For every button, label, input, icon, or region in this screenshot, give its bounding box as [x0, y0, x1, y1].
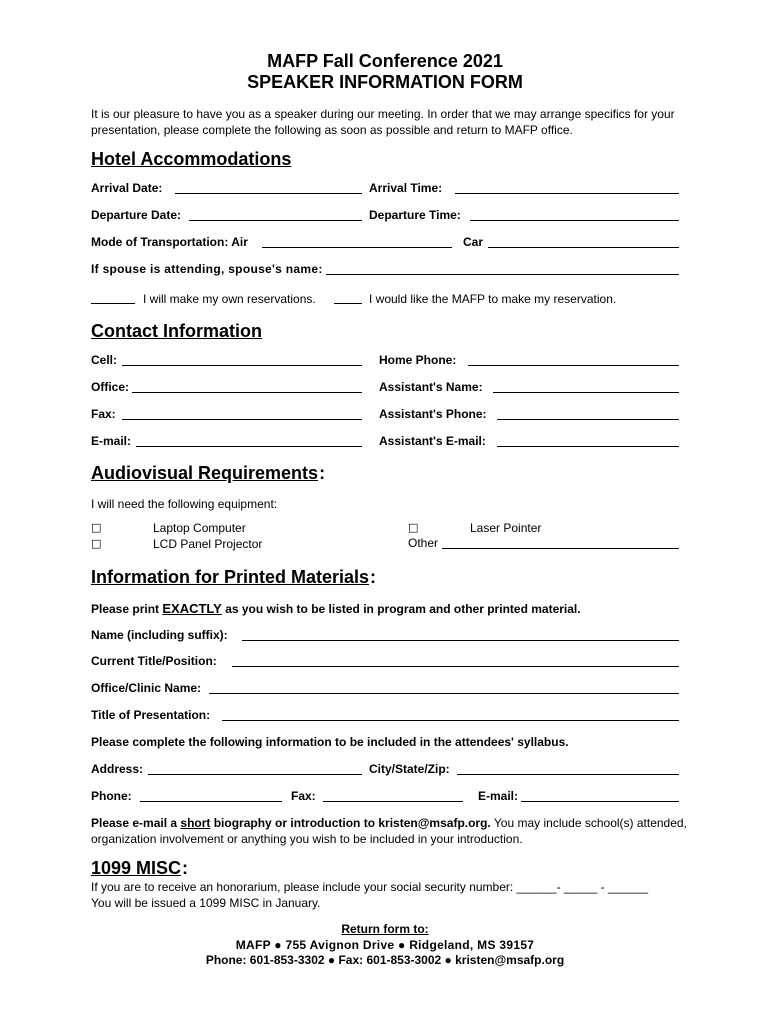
email-print-field[interactable] — [521, 801, 679, 802]
cell-label: Cell: — [91, 353, 118, 367]
name-field[interactable] — [242, 640, 679, 641]
departure-date-label: Departure Date: — [91, 208, 182, 222]
address-label: Address: — [91, 762, 144, 776]
misc-heading: 1099 MISC: — [91, 858, 189, 878]
fax-print-label: Fax: — [291, 789, 316, 803]
spouse-name-field[interactable] — [326, 274, 679, 275]
return-heading: Return form to: — [341, 922, 429, 936]
printed-instruction: Please print EXACTLY as you wish to be listed in program and other printed material. — [91, 601, 581, 616]
misc-ssn-line: If you are to receive an honorarium, please include your social security number: ______- _____ - ______ — [91, 880, 648, 894]
laptop-checkbox[interactable]: □ — [91, 521, 102, 534]
departure-date-field[interactable] — [189, 220, 362, 221]
hotel-heading: Hotel Accommodations — [91, 149, 292, 169]
laptop-label: Laptop Computer — [153, 521, 246, 535]
assistant-email-field[interactable] — [497, 446, 679, 447]
city-field[interactable] — [457, 774, 679, 775]
mafp-reservation-text: I would like the MAFP to make my reservation. — [369, 292, 617, 306]
own-reservation-text: I will make my own reservations. — [143, 292, 316, 306]
email-field[interactable] — [136, 446, 362, 447]
printed-heading: Information for Printed Materials: — [91, 567, 377, 587]
office-field[interactable] — [132, 392, 362, 393]
name-label: Name (including suffix): — [91, 628, 228, 642]
lcd-label: LCD Panel Projector — [153, 537, 263, 551]
assistant-email-label: Assistant's E-mail: — [379, 434, 486, 448]
laser-label: Laser Pointer — [470, 521, 542, 535]
arrival-time-label: Arrival Time: — [369, 181, 443, 195]
arrival-time-field[interactable] — [455, 193, 679, 194]
mafp-reservation-blank[interactable] — [334, 303, 362, 304]
phone-label: Phone: — [91, 789, 132, 803]
transport-car-field[interactable] — [488, 247, 679, 248]
return-address: MAFP ● 755 Avignon Drive ● Ridgeland, MS 39157 — [235, 938, 535, 952]
other-label: Other — [408, 536, 439, 550]
address-field[interactable] — [148, 774, 362, 775]
cell-field[interactable] — [122, 365, 362, 366]
lcd-checkbox[interactable]: □ — [91, 537, 102, 550]
own-reservation-blank[interactable] — [91, 303, 135, 304]
form-subtitle: SPEAKER INFORMATION FORM — [247, 72, 523, 92]
av-heading: Audiovisual Requirements: — [91, 463, 326, 483]
office-label: Office: — [91, 380, 130, 394]
assistant-name-field[interactable] — [493, 392, 679, 393]
contact-heading: Contact Information — [91, 321, 262, 341]
fax-field[interactable] — [122, 419, 362, 420]
other-field[interactable] — [442, 548, 679, 549]
home-phone-label: Home Phone: — [379, 353, 457, 367]
email-print-label: E-mail: — [478, 789, 519, 803]
arrival-date-label: Arrival Date: — [91, 181, 163, 195]
intro-paragraph: It is our pleasure to have you as a speaker during our meeting. In order that we may arrange specifics for your presentation, please complete the following as soon as possible and return to MAFP office. — [91, 107, 675, 137]
title-field[interactable] — [232, 666, 679, 667]
title-label: Current Title/Position: — [91, 654, 217, 668]
departure-time-field[interactable] — [470, 220, 679, 221]
city-label: City/State/Zip: — [369, 762, 450, 776]
email-label: E-mail: — [91, 434, 132, 448]
return-contact: Phone: 601-853-3302 ● Fax: 601-853-3002 ● kristen@msafp.org — [205, 953, 565, 967]
assistant-name-label: Assistant's Name: — [379, 380, 483, 394]
biography-paragraph: Please e-mail a short biography or introduction to kristen@msafp.org. You may include school(s) attended, organization involvement or anything you wish to be included in your introduction. — [91, 816, 687, 846]
transport-car-label: Car — [463, 235, 484, 249]
transport-air-field[interactable] — [262, 247, 452, 248]
home-phone-field[interactable] — [468, 365, 679, 366]
spouse-label: If spouse is attending, spouse's name: — [91, 262, 323, 276]
assistant-phone-label: Assistant's Phone: — [379, 407, 487, 421]
syllabus-instruction: Please complete the following information to be included in the attendees' syllabus. — [91, 735, 569, 749]
presentation-label: Title of Presentation: — [91, 708, 211, 722]
fax-label: Fax: — [91, 407, 116, 421]
phone-field[interactable] — [140, 801, 282, 802]
assistant-phone-field[interactable] — [497, 419, 679, 420]
clinic-field[interactable] — [209, 693, 679, 694]
clinic-label: Office/Clinic Name: — [91, 681, 202, 695]
transport-air-label: Mode of Transportation: Air — [91, 235, 248, 249]
arrival-date-field[interactable] — [175, 193, 362, 194]
fax-print-field[interactable] — [323, 801, 463, 802]
av-intro: I will need the following equipment: — [91, 497, 278, 511]
departure-time-label: Departure Time: — [369, 208, 461, 222]
presentation-field[interactable] — [222, 720, 679, 721]
misc-notice: You will be issued a 1099 MISC in January. — [91, 896, 321, 910]
laser-checkbox[interactable]: □ — [408, 521, 419, 534]
form-title: MAFP Fall Conference 2021 — [267, 51, 503, 71]
